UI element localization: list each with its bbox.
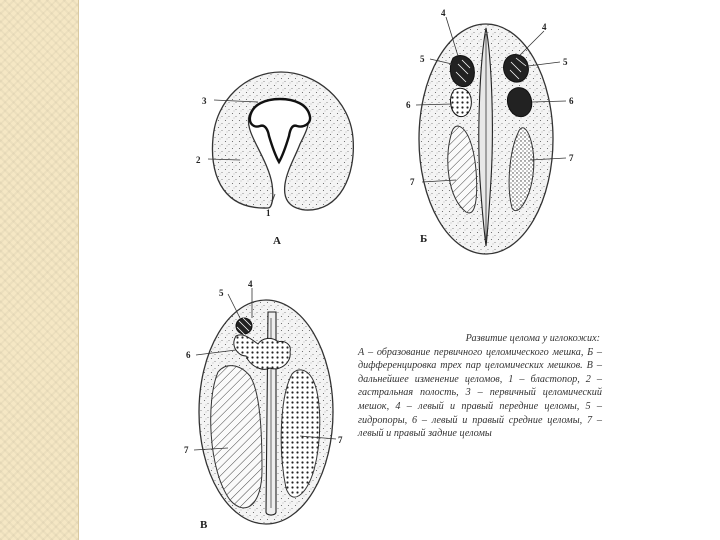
label-c-7-right: 7 (338, 435, 343, 445)
label-b-6-left: 6 (406, 100, 411, 110)
label-c-7-left: 7 (184, 445, 189, 455)
panel-b-letter: Б (420, 233, 428, 245)
label-b-5-left: 5 (420, 54, 425, 64)
label-b-4-right: 4 (542, 22, 547, 32)
label-c-6: 6 (186, 350, 191, 360)
panel-b (406, 8, 574, 254)
label-a-2: 2 (196, 155, 201, 165)
panel-c-letter: В (200, 519, 208, 531)
panel-a (196, 72, 353, 247)
label-b-5-right: 5 (563, 57, 568, 67)
label-a-1: 1 (266, 208, 271, 218)
right-anterior-coelom (504, 55, 529, 83)
label-a-3: 3 (202, 96, 207, 106)
label-b-4-left: 4 (441, 8, 446, 18)
label-b-7-right: 7 (569, 153, 574, 163)
panel-a-letter: А (273, 235, 281, 247)
caption-text: А – образование первичного целомического мешка, Б – дифференцировка трех пар целомических мешков. В – дальнейшее изменение целомов, 1 – бластопор, 2 – гастральная полость, 3 – первичный целомический мешок, 4 – левый и правый передние целомы, 5 – гидропоры, 6 – левый и правый средние целомы, 7 – левый и правый задние целомы (358, 346, 602, 440)
label-b-6-right: 6 (569, 96, 574, 106)
panel-c (184, 279, 343, 531)
caption-title: Развитие целома у иглокожих: (465, 333, 600, 344)
label-b-7-left: 7 (410, 177, 415, 187)
label-c-5: 5 (219, 288, 224, 298)
label-c-4: 4 (248, 279, 253, 289)
right-middle-coelom (507, 88, 531, 117)
figure-caption (358, 332, 602, 441)
left-middle-coelom (451, 88, 472, 116)
